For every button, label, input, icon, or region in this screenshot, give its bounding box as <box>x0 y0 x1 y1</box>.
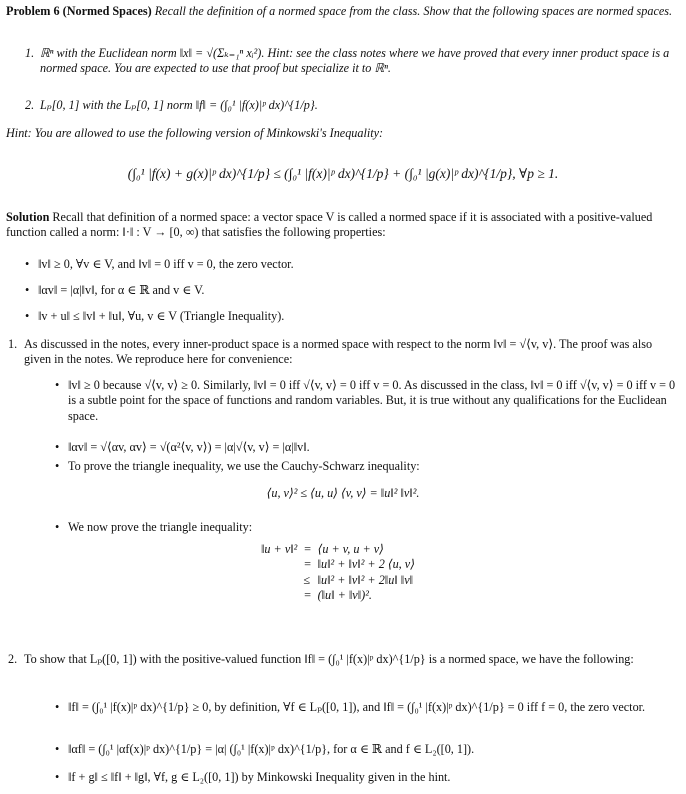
minkowski-inequality: (∫₀¹ |f(x) + g(x)|ᵖ dx)^{1/p} ≤ (∫₀¹ |f(x)|ᵖ dx)^{1/p} + (∫₀¹ |g(x)|ᵖ dx)^{1/p}, ∀p ≥ 1. <box>127 166 559 181</box>
part1-bullet-1: • ‖v‖ ≥ 0 because √⟨v, v⟩ ≥ 0. Similarly, ‖v‖ = 0 iff √⟨v, v⟩ = 0 iff v = 0. As discussed in the class, ‖v‖ = 0 iff √⟨v, v⟩ = 0 iff v = 0 is a subtle point for the space of functions and random variables. But, it is true without any qualifications for the Euclidean space. <box>68 378 680 424</box>
part2-bullet-3: • ‖f + g‖ ≤ ‖f‖ + ‖g‖, ∀f, g ∈ L₂([0, 1]) by Minkowski Inequality given in the hint. <box>68 770 680 785</box>
norm-property-1: • ‖v‖ ≥ 0, ∀v ∈ V, and ‖v‖ = 0 iff v = 0, the zero vector. <box>38 257 680 272</box>
problem-item-2-text: Lₚ[0, 1] with the Lₚ[0, 1] norm ‖f‖ = (∫₀¹ |f(x)|ᵖ dx)^{1/p}. <box>40 98 318 112</box>
problem-heading: Problem 6 (Normed Spaces) <box>6 4 152 18</box>
derivation-row <box>258 557 418 572</box>
solution-intro-text: Recall that definition of a normed space: a vector space V is called a normed space if it is associated with a positive-valued function called a norm: ‖·‖ : V → [0, ∞) that satisfies the following properties: <box>6 210 653 240</box>
problem-hint: Hint: You are allowed to use the following version of Minkowski's Inequality: <box>6 126 384 140</box>
solution-intro <box>6 210 680 241</box>
solution-part-2 <box>8 652 680 667</box>
part1-bullet-3: • To prove the triangle inequality, we use the Cauchy-Schwarz inequality: <box>68 459 680 474</box>
derivation-row <box>258 542 418 557</box>
derivation-rhs: ‖u‖² + ‖v‖² + 2‖u‖ ‖v‖ <box>317 572 414 587</box>
derivation-lhs <box>258 573 300 588</box>
problem-intro <box>6 4 680 19</box>
derivation-rhs: ⟨u + v, u + v⟩ <box>317 542 384 556</box>
derivation-relation: = <box>303 557 312 572</box>
solution-part-2-label: 2. <box>8 652 18 666</box>
norm-property-3: • ‖v + u‖ ≤ ‖v‖ + ‖u‖, ∀u, v ∈ V (Triangle Inequality). <box>38 309 680 324</box>
derivation-relation: = <box>303 542 312 556</box>
solution-part-1 <box>8 337 680 368</box>
problem-item-2 <box>25 98 680 113</box>
derivation-lhs: ‖u + v‖² <box>261 542 298 556</box>
problem-item-1 <box>25 46 680 77</box>
derivation-relation: = <box>303 587 312 602</box>
solution-part-1-text: As discussed in the notes, every inner-product space is a normed space with respect to the norm ‖v‖ = √⟨v, v⟩. The proof was also given in the notes. We reproduce here for convenience: <box>24 337 653 367</box>
part2-bullet-1: • ‖f‖ = (∫₀¹ |f(x)|ᵖ dx)^{1/p} ≥ 0, by definition, ∀f ∈ Lₚ([0, 1]), and ‖f‖ = (∫₀¹ |f(x)|ᵖ dx)^{1/p} = 0 iff f = 0, the zero vector. <box>68 700 680 715</box>
solution-part-2-text: To show that Lₚ([0, 1]) with the positive-valued function ‖f‖ = (∫₀¹ |f(x)|ᵖ dx)^{1/p} is a normed space, we have the following: <box>24 652 634 666</box>
norm-property-2: • ‖αv‖ = |α|‖v‖, for α ∈ ℝ and v ∈ V. <box>38 283 680 298</box>
derivation-lhs <box>258 588 300 603</box>
solution-label: Solution <box>6 210 50 224</box>
derivation-lhs <box>258 557 300 572</box>
triangle-intro: • We now prove the triangle inequality: <box>68 520 680 535</box>
part2-bullet-2: • ‖αf‖ = (∫₀¹ |αf(x)|ᵖ dx)^{1/p} = |α| (∫₀¹ |f(x)|ᵖ dx)^{1/p}, for α ∈ ℝ and f ∈ L₂([0, 1]). <box>68 742 680 757</box>
derivation-rhs: (‖u‖ + ‖v‖)². <box>317 587 372 602</box>
problem-item-1-text: ℝⁿ with the Euclidean norm ‖x‖ = √(Σₖ₌₁ⁿ xᵢ²). Hint: see the class notes where we have proved that every inner product space is a normed space. You are expected to use that proof but specialize it to ℝⁿ. <box>40 46 670 76</box>
problem-item-2-label: 2. <box>25 98 35 112</box>
derivation-rhs: ‖u‖² + ‖v‖² + 2 ⟨u, v⟩ <box>317 557 415 572</box>
derivation-row <box>258 573 418 588</box>
derivation-row <box>258 588 418 603</box>
cauchy-schwarz-inequality: ⟨u, v⟩² ≤ ⟨u, u⟩ ⟨v, v⟩ = ‖u‖² ‖v‖². <box>266 486 420 500</box>
problem-intro-text: Recall the definition of a normed space from the class. Show that the following spaces are normed spaces. <box>154 4 673 18</box>
problem-item-1-label: 1. <box>25 46 35 60</box>
part1-bullet-2: • ‖αv‖ = √⟨αv, αv⟩ = √(α²⟨v, v⟩) = |α|√⟨v, v⟩ = |α|‖v‖. <box>68 440 680 455</box>
solution-part-1-label: 1. <box>8 337 18 351</box>
triangle-derivation <box>258 542 418 603</box>
derivation-relation: ≤ <box>303 572 311 587</box>
